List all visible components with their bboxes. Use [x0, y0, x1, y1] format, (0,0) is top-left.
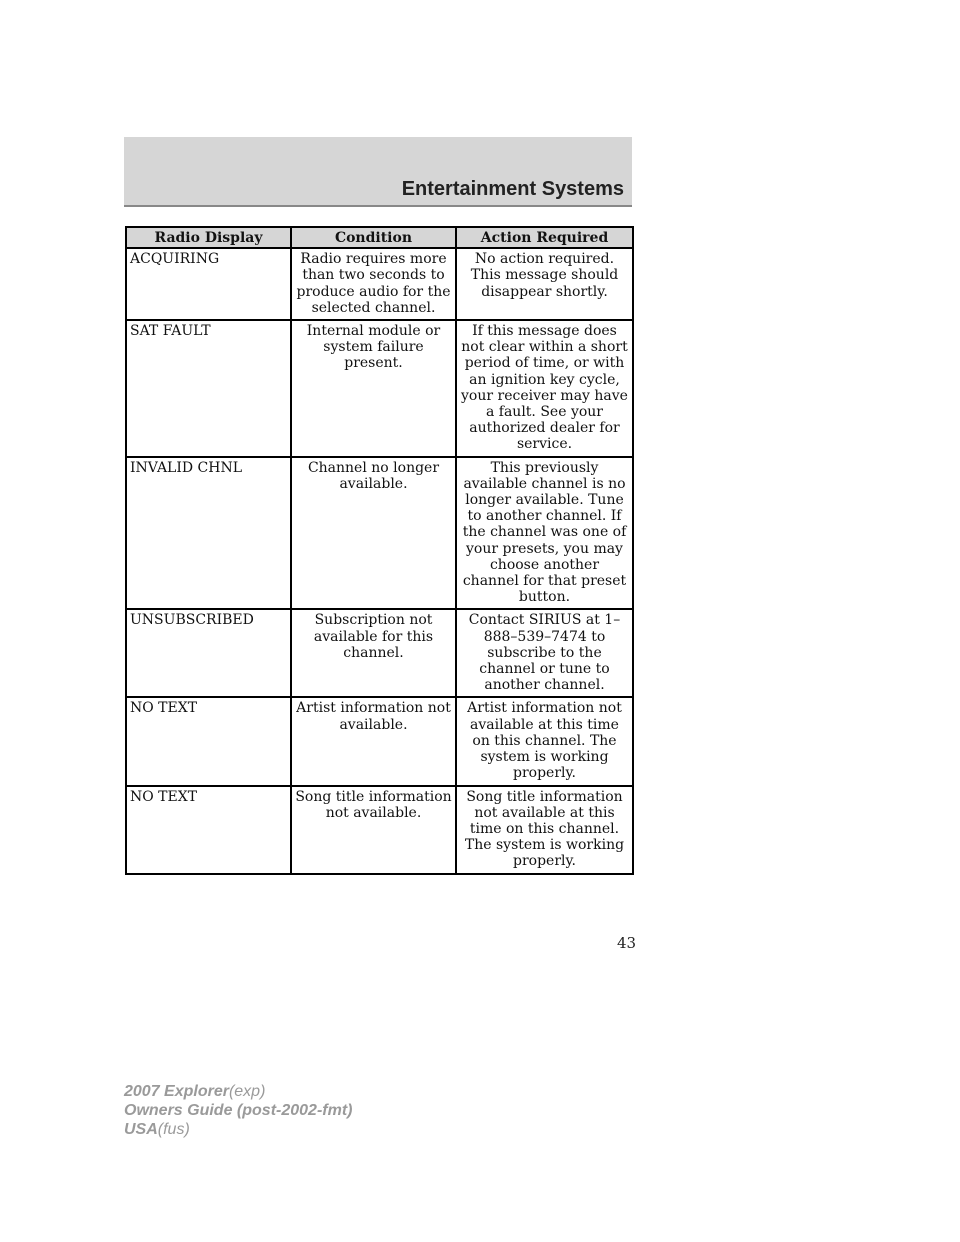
footer-line-model — [124, 1082, 352, 1101]
table-header-row — [126, 227, 633, 248]
radio-display-table — [125, 226, 634, 875]
condition-cell: Internal module or system failure present. — [291, 320, 456, 457]
table-row — [126, 457, 633, 610]
table-row — [126, 248, 633, 320]
radio-display-cell: NO TEXT — [126, 786, 291, 874]
radio-display-cell: UNSUBSCRIBED — [126, 609, 291, 697]
column-header-radio-display: Radio Display — [126, 227, 291, 248]
column-header-action-required: Action Required — [456, 227, 633, 248]
condition-cell: Subscription not available for this channel. — [291, 609, 456, 697]
footer-model-code: (exp) — [228, 1083, 266, 1100]
radio-display-cell: NO TEXT — [126, 697, 291, 785]
action-required-cell: Contact SIRIUS at 1–888–539–7474 to subscribe to the channel or tune to another channel. — [456, 609, 633, 697]
document-footer — [124, 1082, 352, 1139]
condition-cell: Channel no longer available. — [291, 457, 456, 610]
radio-display-cell: INVALID CHNL — [126, 457, 291, 610]
column-header-condition: Condition — [291, 227, 456, 248]
table-row — [126, 786, 633, 874]
section-title: Entertainment Systems — [401, 178, 624, 200]
action-required-cell: This previously available channel is no longer available. Tune to another channel. If the channel was one of your presets, you may choose another channel for that preset button. — [456, 457, 633, 610]
action-required-cell: Song title information not available at this time on this channel. The system is working properly. — [456, 786, 633, 874]
table-row — [126, 320, 633, 457]
condition-cell: Radio requires more than two seconds to produce audio for the selected channel. — [291, 248, 456, 320]
section-header-band — [124, 137, 632, 205]
footer-guide: Owners Guide (post-2002-fmt) — [124, 1102, 353, 1119]
table-row — [126, 697, 633, 785]
action-required-cell: Artist information not available at this time on this channel. The system is working properly. — [456, 697, 633, 785]
table-row — [126, 609, 633, 697]
action-required-cell: No action required. This message should disappear shortly. — [456, 248, 633, 320]
footer-line-guide — [124, 1101, 352, 1120]
page-number: 43 — [617, 934, 637, 952]
header-divider — [124, 205, 632, 207]
footer-market-code: (fus) — [157, 1121, 190, 1138]
action-required-cell: If this message does not clear within a short period of time, or with an ignition key cycle, your receiver may have a fault. See your authorized dealer for service. — [456, 320, 633, 457]
condition-cell: Artist information not available. — [291, 697, 456, 785]
footer-model: 2007 Explorer — [124, 1083, 229, 1100]
radio-display-cell: ACQUIRING — [126, 248, 291, 320]
footer-market: USA — [124, 1121, 158, 1138]
radio-display-cell: SAT FAULT — [126, 320, 291, 457]
condition-cell: Song title information not available. — [291, 786, 456, 874]
footer-line-market — [124, 1120, 352, 1139]
